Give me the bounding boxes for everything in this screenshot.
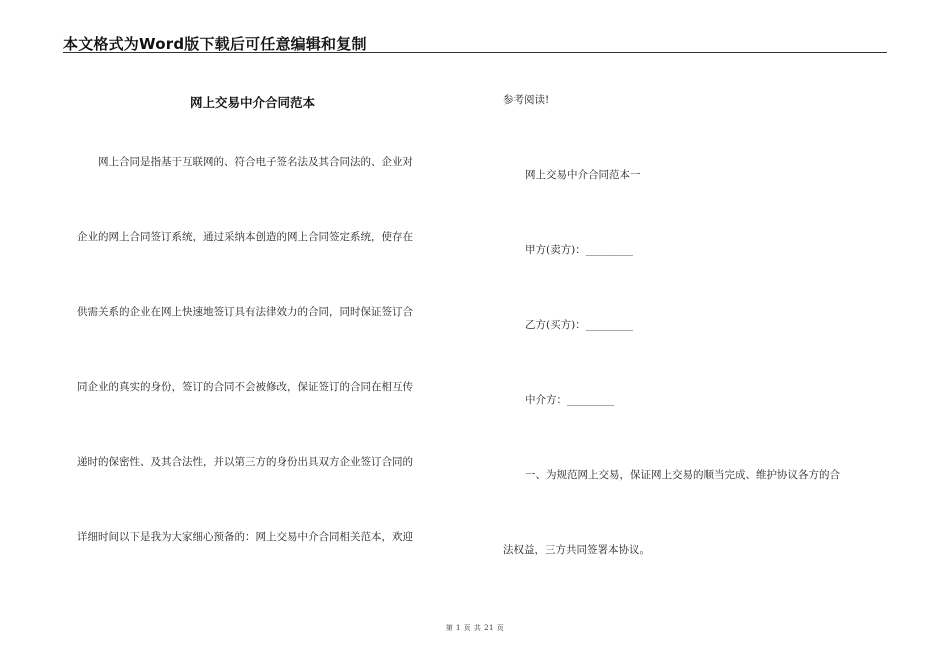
- left-line-4: 同企业的真实的身份，签订的合同不会被修改，保证签订的合同在相互传: [77, 381, 413, 393]
- intermediary-field: 中介方：_________: [525, 394, 615, 406]
- left-line-2: 企业的网上合同签订系统，通过采纳本创造的网上合同签定系统，使存在: [77, 231, 413, 243]
- left-line-1: 网上合同是指基于互联网的、符合电子签名法及其合同法的、企业对: [98, 156, 413, 168]
- right-line-1: 参考阅读!: [503, 94, 550, 106]
- left-line-3: 供需关系的企业在网上快速地签订具有法律效力的合同，同时保证签订合: [77, 306, 413, 318]
- document-title: 网上交易中介合同范本: [190, 95, 316, 110]
- right-line-6: 一、为规范网上交易，保证网上交易的顺当完成、维护协议各方的合: [525, 469, 840, 481]
- right-line-2: 网上交易中介合同范本一: [525, 169, 641, 181]
- header-rule: [63, 52, 887, 53]
- party-a-field: 甲方(卖方)：_________: [525, 244, 633, 256]
- page-footer: 第 1 页 共 21 页: [445, 624, 505, 632]
- left-line-6: 详细时间以下是我为大家细心预备的：网上交易中介合同相关范本，欢迎: [77, 531, 413, 543]
- right-line-7: 法权益，三方共同签署本协议。: [503, 544, 650, 556]
- header-title: 本文格式为Word版下载后可任意编辑和复制: [63, 35, 367, 53]
- party-b-field: 乙方(买方)：_________: [525, 319, 633, 331]
- left-line-5: 递时的保密性、及其合法性，并以第三方的身份出具双方企业签订合同的: [77, 456, 413, 468]
